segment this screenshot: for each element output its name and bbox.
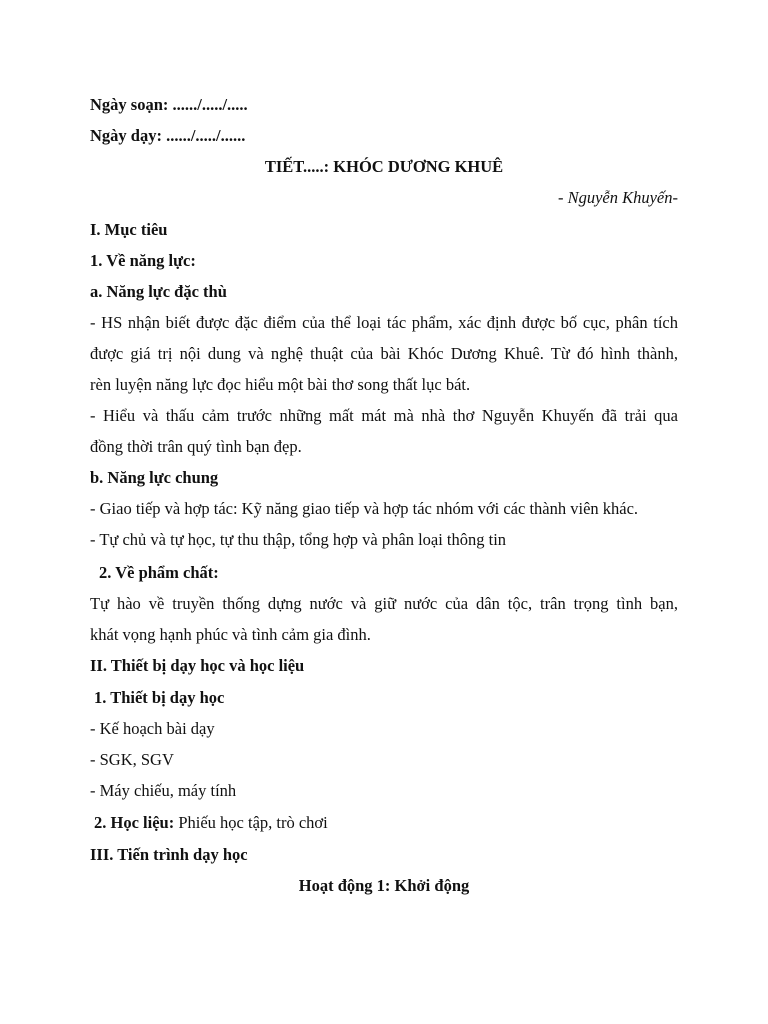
para1-line2: được giá trị nội dung và nghệ thuật của bài Khóc Dương Khuê. Từ đó hình thành, <box>90 344 678 363</box>
para1-line1: - HS nhận biết được đặc điểm của thể loại tác phẩm, xác định được bố cục, phân tích <box>90 313 678 332</box>
section-2-sub1: 1. Thiết bị dạy học <box>94 688 225 707</box>
ngay-day-value: ....../...../...... <box>166 126 246 145</box>
section-2-sub2 <box>94 813 328 833</box>
chung-line1: - Giao tiếp và hợp tác: Kỹ năng giao tiếp và hợp tác nhóm với các thành viên khác. <box>90 499 639 518</box>
equipment-item: - SGK, SGV <box>90 750 174 769</box>
pham-chat-line1: Tự hào về truyền thống dựng nước và giữ nước của dân tộc, trân trọng tình bạn, <box>90 594 678 613</box>
section-1-heading: I. Mục tiêu <box>90 220 168 239</box>
hoc-lieu-value: Phiếu học tập, trò chơi <box>174 813 328 832</box>
para2-line2: đồng thời trân quý tình bạn đẹp. <box>90 437 302 456</box>
section-1-sub2: 2. Về phẩm chất: <box>99 563 219 582</box>
hoc-lieu-label: 2. Học liệu: <box>94 813 175 832</box>
equipment-item: - Kế hoạch bài dạy <box>90 719 215 738</box>
author: - Nguyễn Khuyến- <box>557 188 678 207</box>
equipment-item: - Máy chiếu, máy tính <box>90 781 237 800</box>
section-2-heading: II. Thiết bị dạy học và học liệu <box>90 656 305 675</box>
section-1-sub1: 1. Về năng lực: <box>90 251 196 270</box>
para2-line1: - Hiểu và thấu cảm trước những mất mát mà nhà thơ Nguyễn Khuyến đã trải qua <box>90 406 678 425</box>
ngay-day-label: Ngày dạy: <box>90 126 162 145</box>
ngay-soan-value: ....../...../..... <box>172 95 248 114</box>
section-1-sub1a: a. Năng lực đặc thù <box>90 282 227 301</box>
activity-1-heading: Hoạt động 1: Khởi động <box>298 876 470 895</box>
para1-line3: rèn luyện năng lực đọc hiểu một bài thơ song thất lục bát. <box>90 375 471 394</box>
pham-chat-line2: khát vọng hạnh phúc và tình cảm gia đình. <box>90 625 371 644</box>
ngay-soan-label: Ngày soạn: <box>90 95 169 114</box>
section-1-sub1b: b. Năng lực chung <box>90 468 219 487</box>
ngay-soan-line <box>90 95 248 115</box>
chung-line2: - Tự chủ và tự học, tự thu thập, tổng hợp và phân loại thông tin <box>90 530 507 549</box>
lesson-title: TIẾT.....: KHÓC DƯƠNG KHUÊ <box>264 157 504 176</box>
section-3-heading: III. Tiến trình dạy học <box>90 845 248 864</box>
ngay-day-line <box>90 126 245 146</box>
